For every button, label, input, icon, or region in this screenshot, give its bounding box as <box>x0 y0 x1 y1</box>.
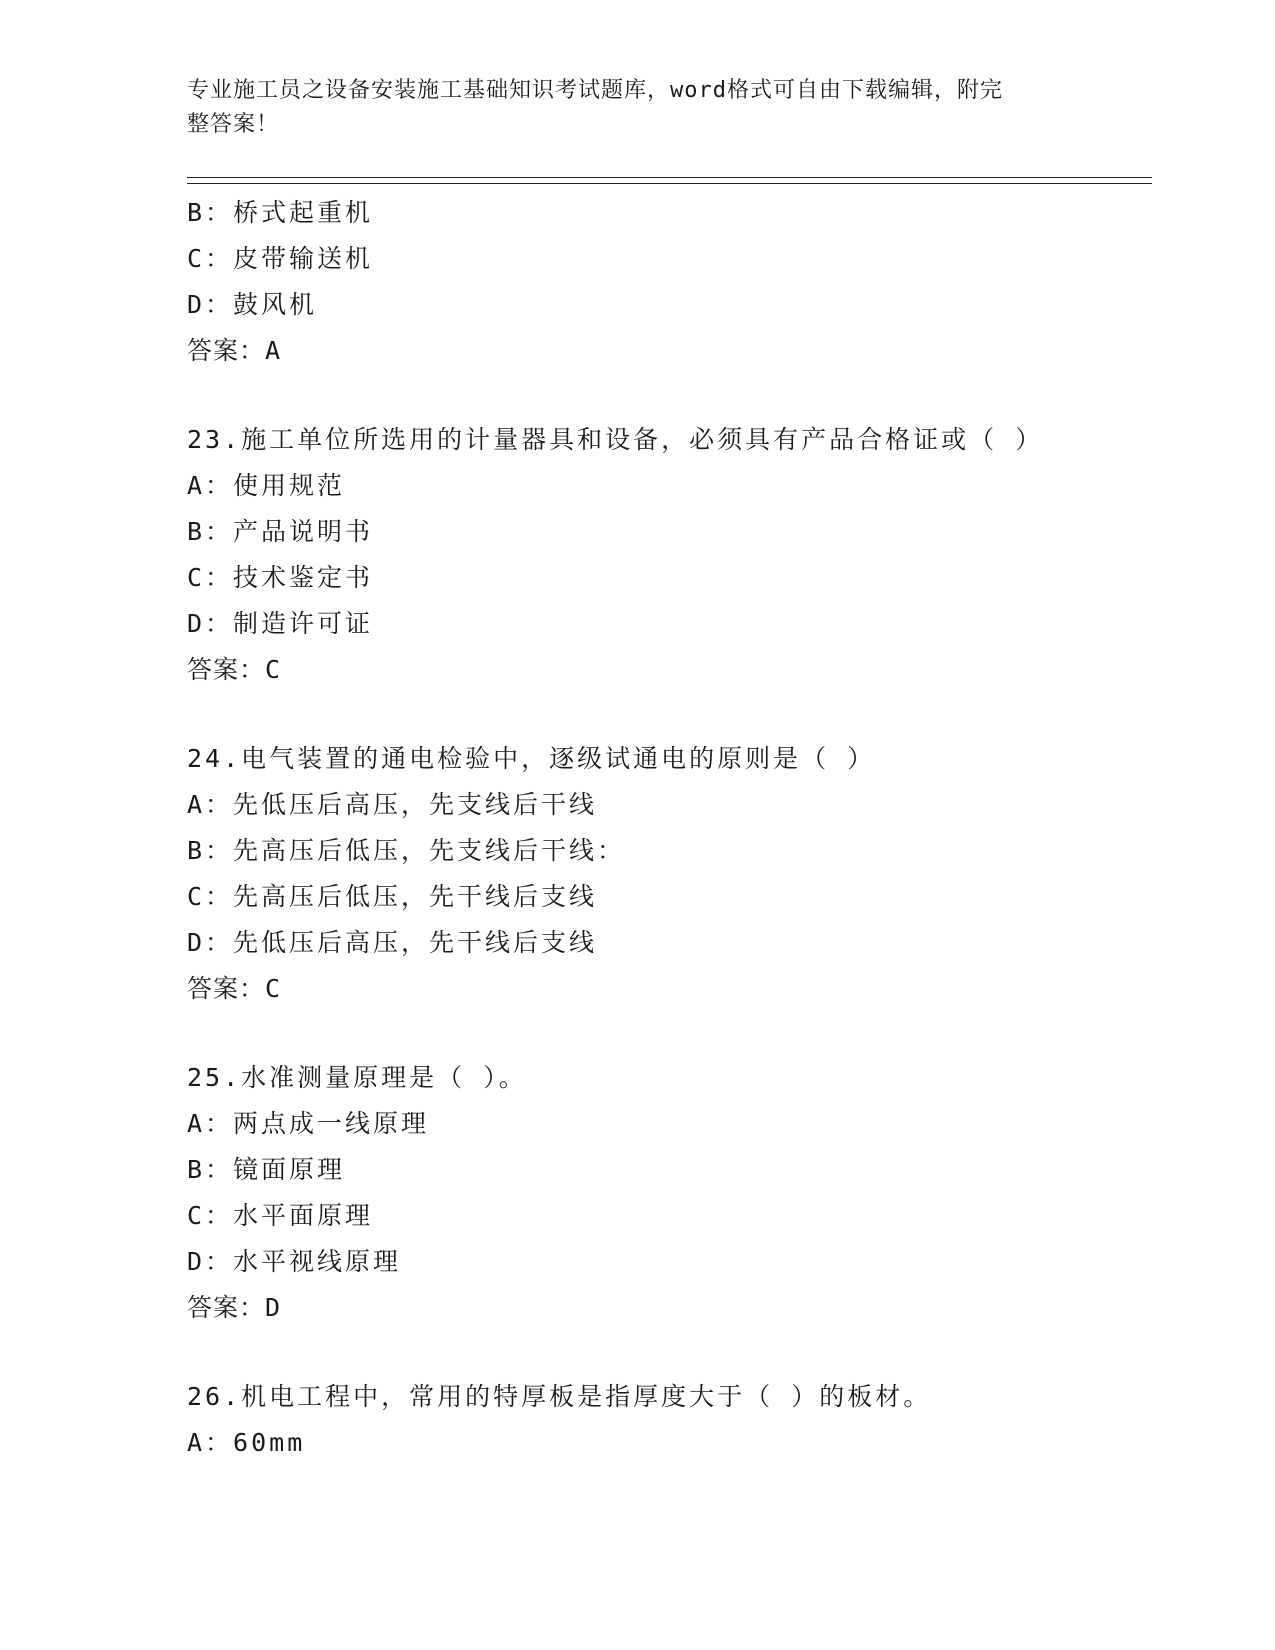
option-a: A：先低压后高压，先支线后干线 <box>187 790 598 819</box>
spacer <box>187 1331 1147 1374</box>
header-title-line-2: 整答案！ <box>187 112 280 137</box>
option-b: B：镜面原理 <box>187 1155 346 1184</box>
option-c: C：皮带输送机 <box>187 244 374 273</box>
answer-line: 答案：A <box>187 336 282 365</box>
spacer <box>187 374 1147 417</box>
question-23 <box>187 417 1147 693</box>
option-c: C：先高压后低压，先干线后支线 <box>187 882 598 911</box>
option-a: A：两点成一线原理 <box>187 1109 430 1138</box>
document-header <box>187 74 1087 142</box>
option-b: B：先高压后低压，先支线后干线： <box>187 836 626 865</box>
question-stem: 23.施工单位所选用的计量器具和设备，必须具有产品合格证或（ ） <box>187 425 1044 454</box>
header-title-line-1: 专业施工员之设备安装施工基础知识考试题库，word格式可自由下载编辑，附完 <box>187 78 1003 103</box>
header-divider-bottom <box>187 183 1152 184</box>
answer-line: 答案：C <box>187 974 282 1003</box>
question-stem: 24.电气装置的通电检验中，逐级试通电的原则是（ ） <box>187 744 876 773</box>
option-d: D：水平视线原理 <box>187 1247 402 1276</box>
option-d: D：鼓风机 <box>187 290 318 319</box>
option-b: B：产品说明书 <box>187 517 374 546</box>
option-a: A：使用规范 <box>187 471 346 500</box>
option-b: B：桥式起重机 <box>187 198 374 227</box>
option-a: A：60mm <box>187 1428 306 1457</box>
option-c: C：水平面原理 <box>187 1201 374 1230</box>
answer-line: 答案：D <box>187 1293 282 1322</box>
question-stem: 26.机电工程中，常用的特厚板是指厚度大于（ ）的板材。 <box>187 1382 932 1411</box>
question-24 <box>187 736 1147 1012</box>
answer-line: 答案：C <box>187 655 282 684</box>
spacer <box>187 1012 1147 1055</box>
question-stem: 25.水准测量原理是（ ）。 <box>187 1063 527 1092</box>
question-22-continued <box>187 190 1147 374</box>
question-26 <box>187 1374 1147 1466</box>
spacer <box>187 693 1147 736</box>
option-d: D：制造许可证 <box>187 609 374 638</box>
option-d: D：先低压后高压，先干线后支线 <box>187 928 598 957</box>
question-25 <box>187 1055 1147 1331</box>
header-divider-top <box>187 177 1152 178</box>
question-list <box>187 190 1147 1466</box>
option-c: C：技术鉴定书 <box>187 563 374 592</box>
